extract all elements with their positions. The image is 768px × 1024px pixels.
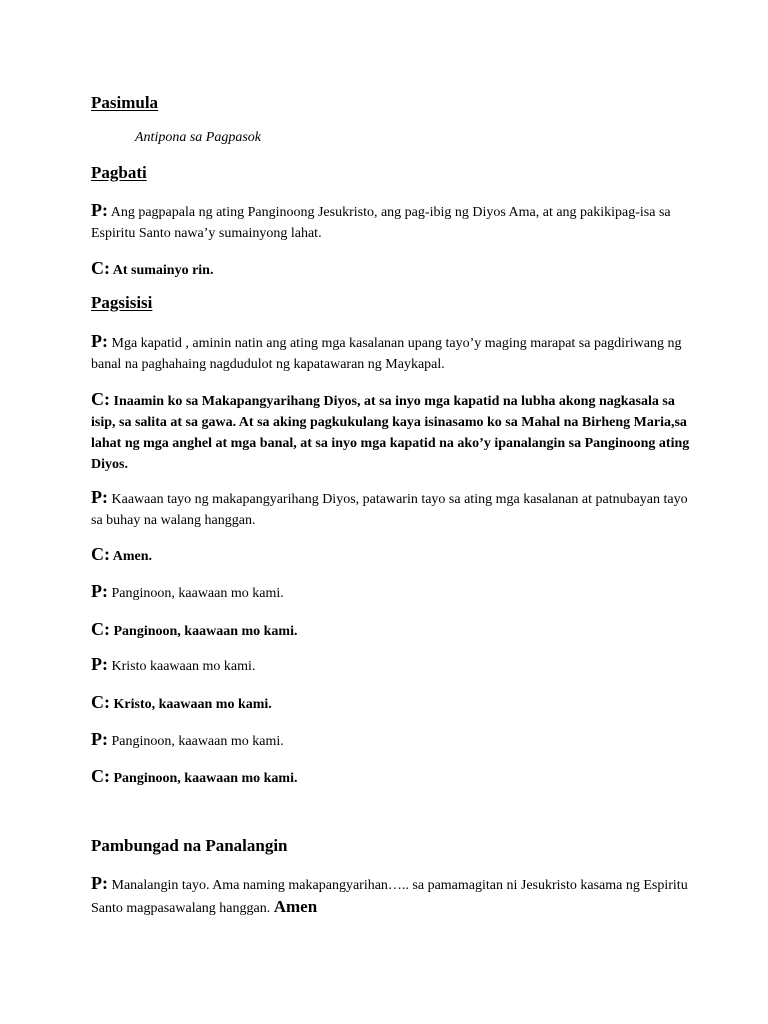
priest-line-7 bbox=[91, 873, 691, 919]
line-text: Panginoon, kaawaan mo kami. bbox=[111, 586, 284, 601]
line-text: Mga kapatid , aminin natin ang ating mga kasalanan upang tayo’y maging marapat sa pagdiriwang ng banal na paghahaing nagdudulot ng kapatawaran ng Maykapal. bbox=[91, 336, 682, 372]
line-text: Kaawaan tayo ng makapangyarihang Diyos, patawarin tayo sa ating mga kasalanan at patnubayan tayo sa buhay na walang hanggan. bbox=[91, 492, 688, 528]
congregation-line-1 bbox=[91, 258, 691, 281]
speaker-label: P: bbox=[91, 331, 108, 351]
amen-response: Amen bbox=[273, 897, 318, 916]
congregation-line-5 bbox=[91, 692, 691, 715]
line-text: At sumainyo rin. bbox=[112, 263, 214, 278]
line-text: Panginoon, kaawaan mo kami. bbox=[111, 734, 284, 749]
heading-pasimula: Pasimula bbox=[91, 93, 159, 112]
speaker-label: C: bbox=[91, 544, 110, 564]
speaker-label: P: bbox=[91, 729, 108, 749]
line-text: Panginoon, kaawaan mo kami. bbox=[113, 624, 298, 639]
speaker-label: C: bbox=[91, 389, 110, 409]
priest-line-4 bbox=[91, 581, 691, 604]
speaker-label: C: bbox=[91, 258, 110, 278]
priest-line-1 bbox=[91, 200, 691, 244]
heading-pambungad: Pambungad na Panalangin bbox=[91, 836, 288, 855]
speaker-label: C: bbox=[91, 692, 110, 712]
congregation-line-4 bbox=[91, 619, 691, 642]
line-text: Inaamin ko sa Makapangyarihang Diyos, at sa inyo mga kapatid na lubha akong nagkasala sa isip, sa salita at sa gawa. At sa aking pagkukulang kaya isinasamo ko sa Mahal na Birheng Maria,sa lahat ng mga anghel at mga banal, at sa inyo mga kapatid na ako’y ipanalangin sa Panginoong ating Diyos. bbox=[91, 394, 690, 472]
congregation-line-2 bbox=[91, 389, 691, 475]
speaker-label: P: bbox=[91, 654, 108, 674]
priest-line-2 bbox=[91, 331, 691, 375]
line-text: Panginoon, kaawaan mo kami. bbox=[113, 771, 298, 786]
line-text: Manalangin tayo. Ama naming makapangyarihan….. sa pamamagitan ni Jesukristo kasama ng Espiritu Santo magpasawalang hanggan. bbox=[91, 878, 688, 916]
line-text: Kristo kaawaan mo kami. bbox=[111, 659, 256, 674]
subheading-antipona: Antipona sa Pagpasok bbox=[135, 130, 261, 145]
speaker-label: P: bbox=[91, 581, 108, 601]
line-text: Kristo, kaawaan mo kami. bbox=[113, 697, 272, 712]
priest-line-3 bbox=[91, 487, 691, 531]
heading-pagbati: Pagbati bbox=[91, 163, 147, 182]
line-text: Ang pagpapala ng ating Panginoong Jesukristo, ang pag-ibig ng Diyos Ama, at ang pakikipag-isa sa Espiritu Santo nawa’y sumainyong lahat. bbox=[91, 205, 671, 241]
speaker-label: P: bbox=[91, 200, 108, 220]
speaker-label: P: bbox=[91, 873, 108, 893]
speaker-label: C: bbox=[91, 619, 110, 639]
priest-line-6 bbox=[91, 729, 691, 752]
heading-pagsisisi: Pagsisisi bbox=[91, 293, 153, 312]
priest-line-5 bbox=[91, 654, 691, 677]
line-text: Amen. bbox=[112, 549, 153, 564]
congregation-line-3 bbox=[91, 544, 691, 567]
congregation-line-6 bbox=[91, 766, 691, 789]
speaker-label: C: bbox=[91, 766, 110, 786]
speaker-label: P: bbox=[91, 487, 108, 507]
